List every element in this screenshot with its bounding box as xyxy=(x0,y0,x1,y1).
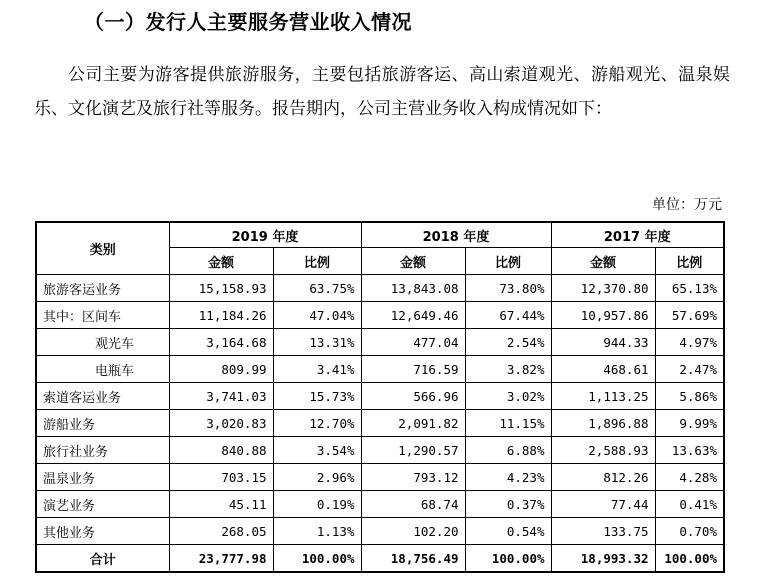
total-ratio-cell: 100.00% xyxy=(273,545,361,573)
total-ratio-cell: 100.00% xyxy=(655,545,724,573)
amount-cell: 102.20 xyxy=(361,518,465,545)
amount-cell: 477.04 xyxy=(361,329,465,356)
table-row xyxy=(36,491,724,518)
amount-cell: 3,741.03 xyxy=(169,383,273,410)
year-header-2019: 2019 年度 xyxy=(169,222,361,248)
amount-cell: 1,290.57 xyxy=(361,437,465,464)
ratio-cell: 2.96% xyxy=(273,464,361,491)
ratio-cell: 13.31% xyxy=(273,329,361,356)
ratio-cell: 4.97% xyxy=(655,329,724,356)
row-category: 观光车 xyxy=(36,329,169,356)
table-row xyxy=(36,329,724,356)
year-header-2017: 2017 年度 xyxy=(551,222,724,248)
amount-cell: 11,184.26 xyxy=(169,302,273,329)
ratio-cell: 3.41% xyxy=(273,356,361,383)
total-amount-cell: 18,993.32 xyxy=(551,545,655,573)
year-header-row xyxy=(36,222,724,248)
amount-cell: 1,113.25 xyxy=(551,383,655,410)
total-amount-cell: 23,777.98 xyxy=(169,545,273,573)
ratio-header: 比例 xyxy=(273,248,361,275)
amount-cell: 3,020.83 xyxy=(169,410,273,437)
intro-paragraph: 公司主要为游客提供旅游服务，主要包括旅游客运、高山索道观光、游船观光、温泉娱乐、文化演艺及旅行社等服务。报告期内，公司主营业务收入构成情况如下： xyxy=(34,65,730,119)
ratio-cell: 3.54% xyxy=(273,437,361,464)
row-category: 温泉业务 xyxy=(36,464,169,491)
ratio-cell: 12.70% xyxy=(273,410,361,437)
category-header: 类别 xyxy=(36,222,169,275)
amount-cell: 2,091.82 xyxy=(361,410,465,437)
row-category: 演艺业务 xyxy=(36,491,169,518)
amount-cell: 793.12 xyxy=(361,464,465,491)
amount-header: 金额 xyxy=(551,248,655,275)
amount-cell: 13,843.08 xyxy=(361,275,465,302)
row-category: 其他业务 xyxy=(36,518,169,545)
amount-cell: 566.96 xyxy=(361,383,465,410)
total-amount-cell: 18,756.49 xyxy=(361,545,465,573)
total-row xyxy=(36,545,724,573)
unit-label: 单位：万元 xyxy=(652,197,722,213)
amount-header: 金额 xyxy=(361,248,465,275)
ratio-cell: 0.37% xyxy=(465,491,551,518)
ratio-cell: 1.13% xyxy=(273,518,361,545)
amount-cell: 133.75 xyxy=(551,518,655,545)
table-body xyxy=(36,275,724,573)
ratio-cell: 3.02% xyxy=(465,383,551,410)
amount-cell: 268.05 xyxy=(169,518,273,545)
ratio-cell: 3.82% xyxy=(465,356,551,383)
amount-cell: 944.33 xyxy=(551,329,655,356)
table-row xyxy=(36,302,724,329)
ratio-cell: 15.73% xyxy=(273,383,361,410)
amount-cell: 716.59 xyxy=(361,356,465,383)
ratio-cell: 67.44% xyxy=(465,302,551,329)
amount-cell: 15,158.93 xyxy=(169,275,273,302)
ratio-cell: 6.88% xyxy=(465,437,551,464)
ratio-cell: 5.86% xyxy=(655,383,724,410)
amount-cell: 468.61 xyxy=(551,356,655,383)
ratio-cell: 0.19% xyxy=(273,491,361,518)
amount-cell: 840.88 xyxy=(169,437,273,464)
amount-cell: 12,370.80 xyxy=(551,275,655,302)
amount-cell: 809.99 xyxy=(169,356,273,383)
amount-cell: 12,649.46 xyxy=(361,302,465,329)
amount-cell: 703.15 xyxy=(169,464,273,491)
ratio-cell: 73.80% xyxy=(465,275,551,302)
ratio-cell: 13.63% xyxy=(655,437,724,464)
ratio-cell: 2.47% xyxy=(655,356,724,383)
row-category: 旅行社业务 xyxy=(36,437,169,464)
ratio-cell: 65.13% xyxy=(655,275,724,302)
ratio-cell: 11.15% xyxy=(465,410,551,437)
amount-cell: 68.74 xyxy=(361,491,465,518)
ratio-cell: 9.99% xyxy=(655,410,724,437)
table-row xyxy=(36,464,724,491)
amount-cell: 3,164.68 xyxy=(169,329,273,356)
table-row xyxy=(36,275,724,302)
ratio-cell: 2.54% xyxy=(465,329,551,356)
year-header-2018: 2018 年度 xyxy=(361,222,551,248)
ratio-cell: 47.04% xyxy=(273,302,361,329)
row-category: 游船业务 xyxy=(36,410,169,437)
ratio-cell: 4.23% xyxy=(465,464,551,491)
ratio-cell: 0.70% xyxy=(655,518,724,545)
table-row xyxy=(36,437,724,464)
amount-cell: 77.44 xyxy=(551,491,655,518)
revenue-table xyxy=(35,221,725,573)
row-category: 索道客运业务 xyxy=(36,383,169,410)
amount-cell: 1,896.88 xyxy=(551,410,655,437)
row-category: 旅游客运业务 xyxy=(36,275,169,302)
row-category: 电瓶车 xyxy=(36,356,169,383)
ratio-cell: 0.54% xyxy=(465,518,551,545)
ratio-cell: 4.28% xyxy=(655,464,724,491)
ratio-cell: 57.69% xyxy=(655,302,724,329)
table-row xyxy=(36,410,724,437)
amount-cell: 2,588.93 xyxy=(551,437,655,464)
ratio-header: 比例 xyxy=(465,248,551,275)
ratio-cell: 0.41% xyxy=(655,491,724,518)
amount-cell: 45.11 xyxy=(169,491,273,518)
total-label: 合计 xyxy=(36,545,169,573)
ratio-header: 比例 xyxy=(655,248,724,275)
table-row xyxy=(36,518,724,545)
table-row xyxy=(36,383,724,410)
table-row xyxy=(36,356,724,383)
ratio-cell: 63.75% xyxy=(273,275,361,302)
amount-cell: 10,957.86 xyxy=(551,302,655,329)
row-category: 其中：区间车 xyxy=(36,302,169,329)
amount-header: 金额 xyxy=(169,248,273,275)
total-ratio-cell: 100.00% xyxy=(465,545,551,573)
amount-cell: 812.26 xyxy=(551,464,655,491)
section-heading: （一）发行人主要服务营业收入情况 xyxy=(84,10,412,34)
